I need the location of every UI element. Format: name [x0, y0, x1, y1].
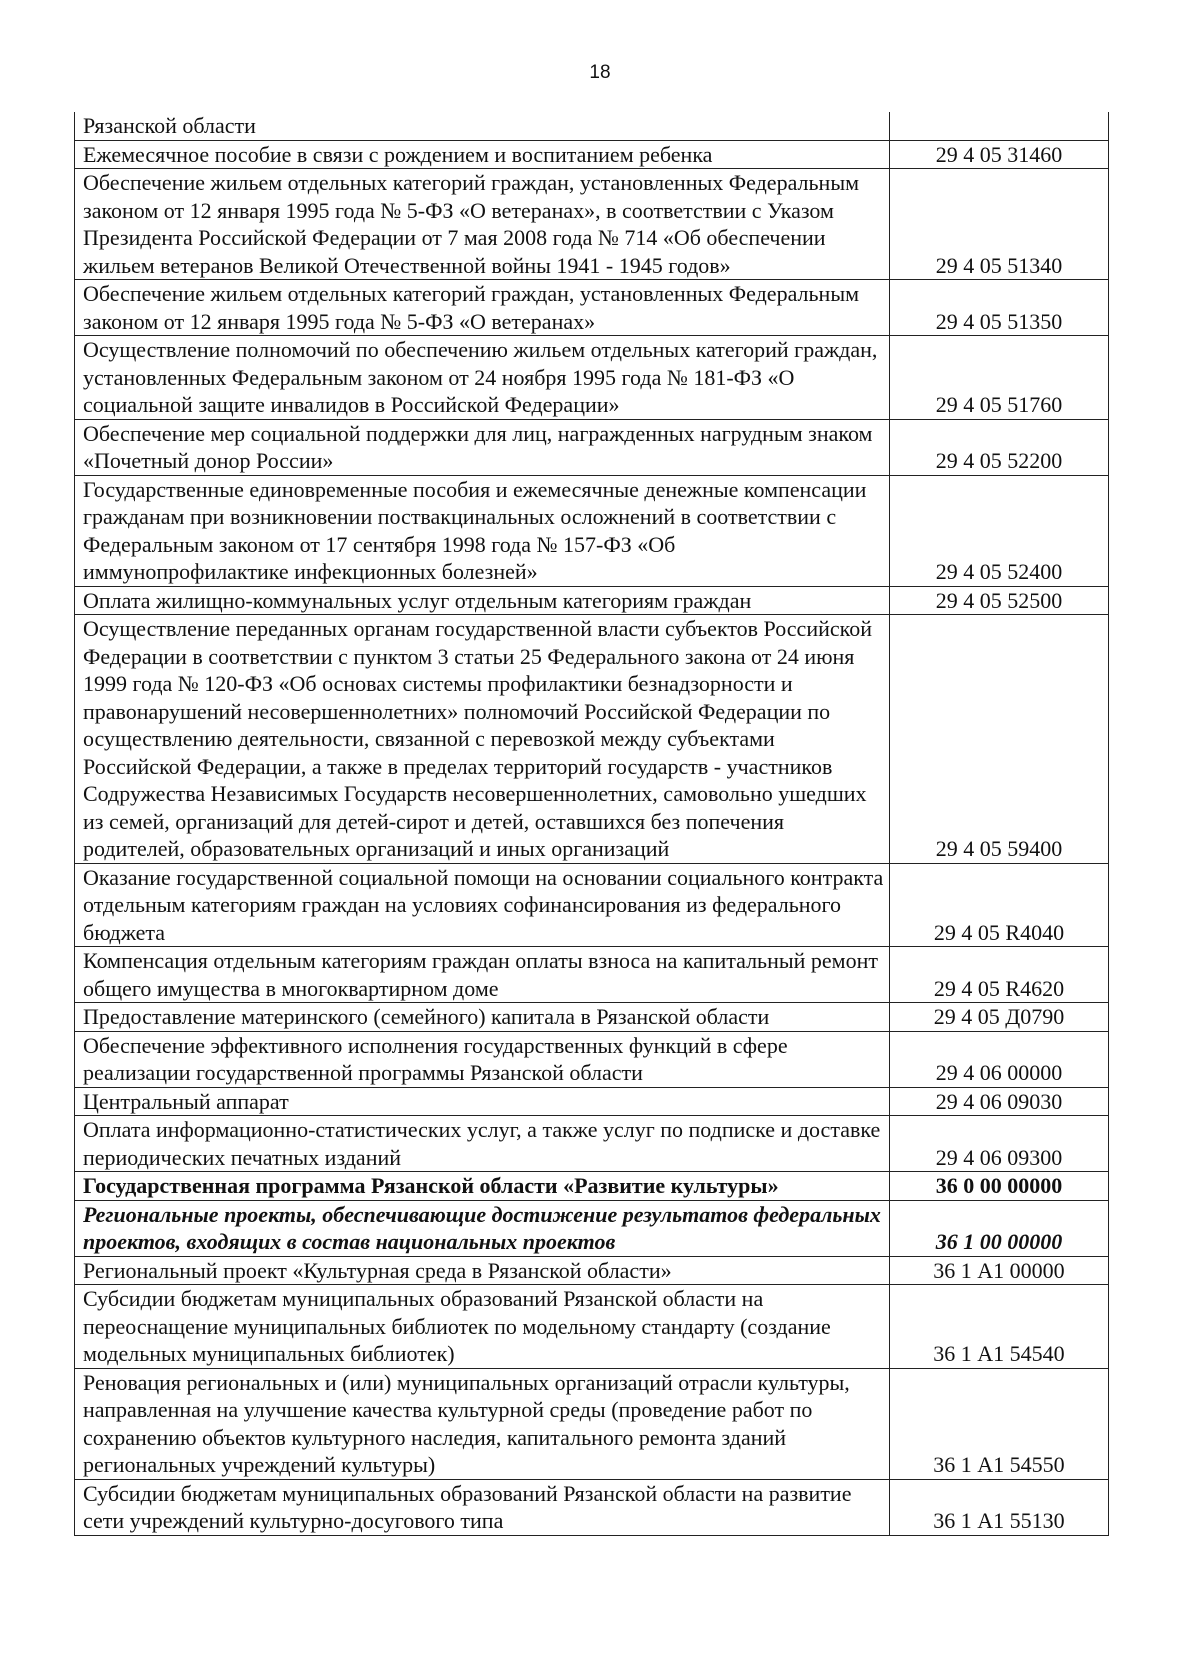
- table-row: [75, 1200, 1109, 1256]
- row-name-cell: Обеспечение жильем отдельных категорий граждан, установленных Федеральным законом от 12 января 1995 года № 5-ФЗ «О ветеранах»: [75, 280, 890, 336]
- row-name-cell: Компенсация отдельным категориям граждан оплаты взноса на капитальный ремонт общего имущества в многоквартирном доме: [75, 947, 890, 1003]
- row-name-cell: Оказание государственной социальной помощи на основании социального контракта отдельным категориям граждан на условиях софинансирования из федерального бюджета: [75, 863, 890, 947]
- row-code-cell: 29 4 05 52200: [890, 419, 1109, 475]
- row-code-cell: 29 4 05 52400: [890, 475, 1109, 586]
- row-name-cell: Реновация региональных и (или) муниципальных организаций отрасли культуры, направленная на улучшение качества культурной среды (проведение работ по сохранению объектов культурного наследия, капитального ремонта зданий региональных учреждений культуры): [75, 1368, 890, 1479]
- row-code-cell: 36 1 00 00000: [890, 1200, 1109, 1256]
- table-row: [75, 1172, 1109, 1201]
- row-code-cell: 29 4 05 R4620: [890, 947, 1109, 1003]
- table-row: [75, 112, 1109, 140]
- row-code-cell: 36 1 А1 55130: [890, 1479, 1109, 1535]
- row-code-cell: 36 1 А1 54550: [890, 1368, 1109, 1479]
- row-name-cell: Государственные единовременные пособия и ежемесячные денежные компенсации гражданам при возникновении поствакцинальных осложнений в соответствии с Федеральным законом от 17 сентября 1998 года № 157-ФЗ «Об иммунопрофилактике инфекционных болезней»: [75, 475, 890, 586]
- row-name-cell: Центральный аппарат: [75, 1087, 890, 1116]
- table-row: [75, 169, 1109, 280]
- row-code-cell: 29 4 05 51350: [890, 280, 1109, 336]
- row-code-cell: 29 4 05 Д0790: [890, 1003, 1109, 1032]
- row-code-cell: 29 4 05 R4040: [890, 863, 1109, 947]
- row-name-cell: Осуществление полномочий по обеспечению жильем отдельных категорий граждан, установленных Федеральным законом от 24 ноября 1995 года № 181-ФЗ «О социальной защите инвалидов в Российской Федерации»: [75, 336, 890, 420]
- row-code-cell: 29 4 05 51760: [890, 336, 1109, 420]
- row-name-cell: Осуществление переданных органам государственной власти субъектов Российской Федерации в соответствии с пунктом 3 статьи 25 Федерального закона от 24 июня 1999 года № 120-ФЗ «Об основах системы профилактики безнадзорности и правонарушений несовершеннолетних» полномочий Российской Федерации по осуществлению деятельности, связанной с перевозкой между субъектами Российской Федерации, а также в пределах территорий государств - участников Содружества Независимых Государств несовершеннолетних, самовольно ушедших из семей, организаций для детей-сирот и детей, оставшихся без попечения родителей, образовательных организаций и иных организаций: [75, 615, 890, 864]
- table-row: [75, 863, 1109, 947]
- row-name-cell: Рязанской области: [75, 112, 890, 140]
- page-number: 18: [589, 62, 611, 83]
- budget-classification-table: [74, 112, 1109, 1536]
- table-row: [75, 1087, 1109, 1116]
- row-code-cell: [890, 112, 1109, 140]
- table-row: [75, 280, 1109, 336]
- table-row: [75, 1256, 1109, 1285]
- row-name-cell: Обеспечение мер социальной поддержки для лиц, награжденных нагрудным знаком «Почетный донор России»: [75, 419, 890, 475]
- table-body: [75, 112, 1109, 1535]
- row-code-cell: 29 4 05 59400: [890, 615, 1109, 864]
- table-row: [75, 1479, 1109, 1535]
- table-row: [75, 947, 1109, 1003]
- row-code-cell: 29 4 06 09300: [890, 1116, 1109, 1172]
- table-row: [75, 140, 1109, 169]
- table-row: [75, 1285, 1109, 1369]
- row-name-cell: Субсидии бюджетам муниципальных образований Рязанской области на развитие сети учреждений культурно-досугового типа: [75, 1479, 890, 1535]
- row-name-cell: Региональные проекты, обеспечивающие достижение результатов федеральных проектов, входящих в состав национальных проектов: [75, 1200, 890, 1256]
- table-row: [75, 336, 1109, 420]
- table-row: [75, 1368, 1109, 1479]
- table-row: [75, 419, 1109, 475]
- table-row: [75, 1031, 1109, 1087]
- row-code-cell: 29 4 06 09030: [890, 1087, 1109, 1116]
- table-row: [75, 615, 1109, 864]
- row-code-cell: 36 1 А1 00000: [890, 1256, 1109, 1285]
- table-row: [75, 586, 1109, 615]
- row-name-cell: Ежемесячное пособие в связи с рождением и воспитанием ребенка: [75, 140, 890, 169]
- row-name-cell: Оплата информационно-статистических услуг, а также услуг по подписке и доставке периодических печатных изданий: [75, 1116, 890, 1172]
- row-name-cell: Региональный проект «Культурная среда в Рязанской области»: [75, 1256, 890, 1285]
- row-name-cell: Субсидии бюджетам муниципальных образований Рязанской области на переоснащение муниципальных библиотек по модельному стандарту (создание модельных муниципальных библиотек): [75, 1285, 890, 1369]
- row-code-cell: 29 4 05 52500: [890, 586, 1109, 615]
- row-name-cell: Обеспечение эффективного исполнения государственных функций в сфере реализации государственной программы Рязанской области: [75, 1031, 890, 1087]
- row-name-cell: Государственная программа Рязанской области «Развитие культуры»: [75, 1172, 890, 1201]
- table-row: [75, 475, 1109, 586]
- row-name-cell: Предоставление материнского (семейного) капитала в Рязанской области: [75, 1003, 890, 1032]
- row-code-cell: 29 4 05 31460: [890, 140, 1109, 169]
- row-code-cell: 29 4 05 51340: [890, 169, 1109, 280]
- row-name-cell: Обеспечение жильем отдельных категорий граждан, установленных Федеральным законом от 12 января 1995 года № 5-ФЗ «О ветеранах», в соответствии с Указом Президента Российской Федерации от 7 мая 2008 года № 714 «Об обеспечении жильем ветеранов Великой Отечественной войны 1941 - 1945 годов»: [75, 169, 890, 280]
- table-row: [75, 1003, 1109, 1032]
- row-code-cell: 29 4 06 00000: [890, 1031, 1109, 1087]
- row-code-cell: 36 0 00 00000: [890, 1172, 1109, 1201]
- table-row: [75, 1116, 1109, 1172]
- row-code-cell: 36 1 А1 54540: [890, 1285, 1109, 1369]
- row-name-cell: Оплата жилищно-коммунальных услуг отдельным категориям граждан: [75, 586, 890, 615]
